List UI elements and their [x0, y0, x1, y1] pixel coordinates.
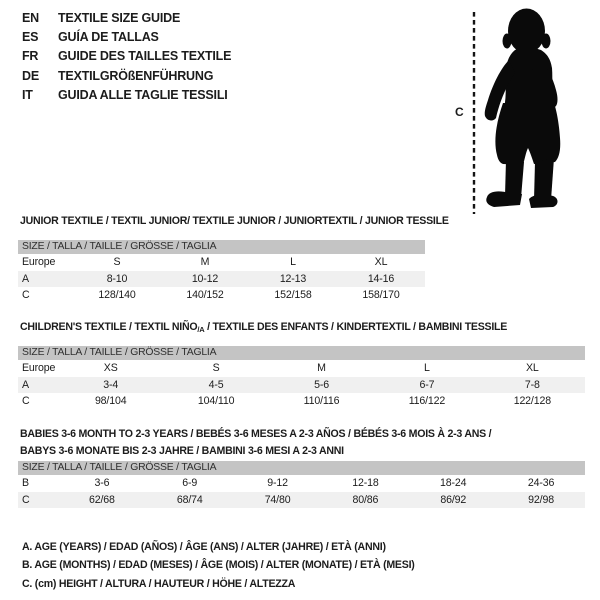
height-cell: 62/68 — [89, 493, 115, 506]
lang-title: GUIDE DES TAILLES TEXTILE — [58, 49, 232, 64]
size-cell: XS — [103, 362, 118, 374]
months-cell: 9-12 — [267, 477, 288, 489]
size-cell: L — [424, 362, 430, 374]
row-label: B — [22, 477, 29, 489]
height-cell: 116/122 — [408, 395, 446, 407]
lang-code: ES — [22, 29, 39, 44]
height-cell: 152/158 — [274, 289, 312, 301]
lang-code: IT — [22, 87, 33, 102]
footnote-b: B. AGE (MONTHS) / EDAD (MESES) / ÂGE (MOIS) / ALTER (MONATE) / ETÀ (MESI) — [22, 559, 415, 572]
size-cell: L — [290, 256, 296, 268]
lang-code: EN — [22, 10, 39, 25]
height-cell: 68/74 — [176, 493, 203, 506]
months-cell: 12-18 — [352, 477, 379, 489]
size-cell: XL — [374, 256, 388, 268]
months-cell: 3-6 — [94, 477, 110, 489]
age-cell: 6-7 — [419, 378, 435, 391]
size-cell: M — [200, 256, 210, 268]
lang-title: TEXTILE SIZE GUIDE — [58, 10, 181, 25]
height-cell: 92/98 — [528, 493, 554, 506]
title-line-1: BABIES 3-6 MONTH TO 2-3 YEARS / BEBÉS 3-6 MESES A 2-3 AÑOS / BÉBÉS 3-6 MOIS À 2-3 ANS / — [20, 428, 492, 440]
size-header-bar: SIZE / TALLA / TAILLE / GRÖSSE / TAGLIA — [18, 240, 425, 254]
size-cell: S — [212, 362, 220, 374]
size-cell: XL — [525, 362, 539, 374]
height-cell: 158/170 — [362, 289, 400, 301]
row-label: C — [22, 289, 30, 301]
row-label: A — [22, 378, 29, 391]
height-cell: 98/104 — [94, 395, 127, 407]
lang-row-it — [22, 85, 231, 104]
children-table-title — [20, 321, 507, 334]
children-table — [18, 346, 585, 410]
babies-table — [18, 461, 585, 508]
lang-title: GUÍA DE TALLAS — [58, 29, 159, 44]
row-label: C — [22, 395, 30, 407]
age-cell: 10-12 — [191, 272, 219, 285]
height-cell: 104/110 — [197, 395, 235, 407]
age-cell: 12-13 — [279, 272, 307, 285]
months-cell: 24-36 — [527, 477, 555, 489]
table-row-age — [18, 377, 585, 394]
table-row-europe — [18, 360, 585, 377]
row-label: Europe — [22, 256, 56, 268]
lang-row-es — [22, 27, 231, 46]
height-cell: 86/92 — [440, 493, 467, 506]
junior-table-title: JUNIOR TEXTILE / TEXTIL JUNIOR/ TEXTILE JUNIOR / JUNIORTEXTIL / JUNIOR TESSILE — [20, 215, 449, 227]
height-cell: 128/140 — [98, 289, 136, 301]
age-cell: 5-6 — [314, 378, 329, 391]
size-cell: M — [317, 362, 326, 374]
age-cell: 8-10 — [106, 272, 128, 285]
lang-code: DE — [22, 68, 39, 83]
lang-row-fr — [22, 47, 231, 66]
age-cell: 4-5 — [208, 378, 224, 391]
baby-silhouette-icon — [478, 0, 600, 215]
height-cell: 74/80 — [264, 493, 291, 506]
table-row-months — [18, 475, 585, 492]
row-label: C — [22, 493, 30, 506]
lang-row-de — [22, 66, 231, 85]
footnotes — [22, 538, 415, 593]
age-cell: 14-16 — [367, 272, 395, 285]
table-row-height — [18, 492, 585, 509]
row-label: Europe — [22, 362, 56, 374]
height-cell: 140/152 — [186, 289, 224, 301]
height-measure-label: C — [455, 105, 464, 119]
title-text: / TEXTILE DES ENFANTS / KINDERTEXTIL / BAMBINI TESSILE — [204, 321, 508, 333]
table-row-europe — [18, 254, 425, 271]
row-label: A — [22, 272, 29, 285]
title-subscript: /A — [197, 325, 205, 334]
size-header-bar: SIZE / TALLA / TAILLE / GRÖSSE / TAGLIA — [18, 461, 585, 475]
junior-table — [18, 240, 425, 304]
height-cell: 122/128 — [513, 395, 551, 407]
lang-code: FR — [22, 49, 39, 64]
table-row-height — [18, 287, 425, 304]
lang-row-en — [22, 8, 231, 27]
footnote-a: A. AGE (YEARS) / EDAD (AÑOS) / ÂGE (ANS) / ALTER (JAHRE) / ETÀ (ANNI) — [22, 541, 386, 553]
language-header — [22, 8, 231, 104]
height-cell: 110/116 — [303, 395, 340, 407]
footnote-c: C. (cm) HEIGHT / ALTURA / HAUTEUR / HÖHE / ALTEZZA — [22, 577, 296, 590]
months-cell: 18-24 — [440, 477, 467, 489]
height-measure-line — [470, 8, 478, 218]
table-row-age — [18, 271, 425, 288]
lang-title: GUIDA ALLE TAGLIE TESSILI — [58, 87, 228, 102]
lang-title: TEXTILGRÖßENFÜHRUNG — [58, 68, 214, 83]
babies-table-title — [20, 426, 491, 460]
age-cell: 3-4 — [103, 378, 119, 391]
size-cell: S — [113, 256, 121, 268]
height-cell: 80/86 — [352, 493, 379, 506]
table-row-height — [18, 393, 585, 410]
title-line-2: BABYS 3-6 MONATE BIS 2-3 JAHRE / BAMBINI 3-6 MESI A 2-3 ANNI — [20, 445, 344, 457]
title-text: CHILDREN'S TEXTILE / TEXTIL NIÑO — [20, 321, 198, 333]
age-cell: 7-8 — [524, 378, 540, 391]
months-cell: 6-9 — [182, 477, 198, 489]
size-header-bar: SIZE / TALLA / TAILLE / GRÖSSE / TAGLIA — [18, 346, 585, 360]
